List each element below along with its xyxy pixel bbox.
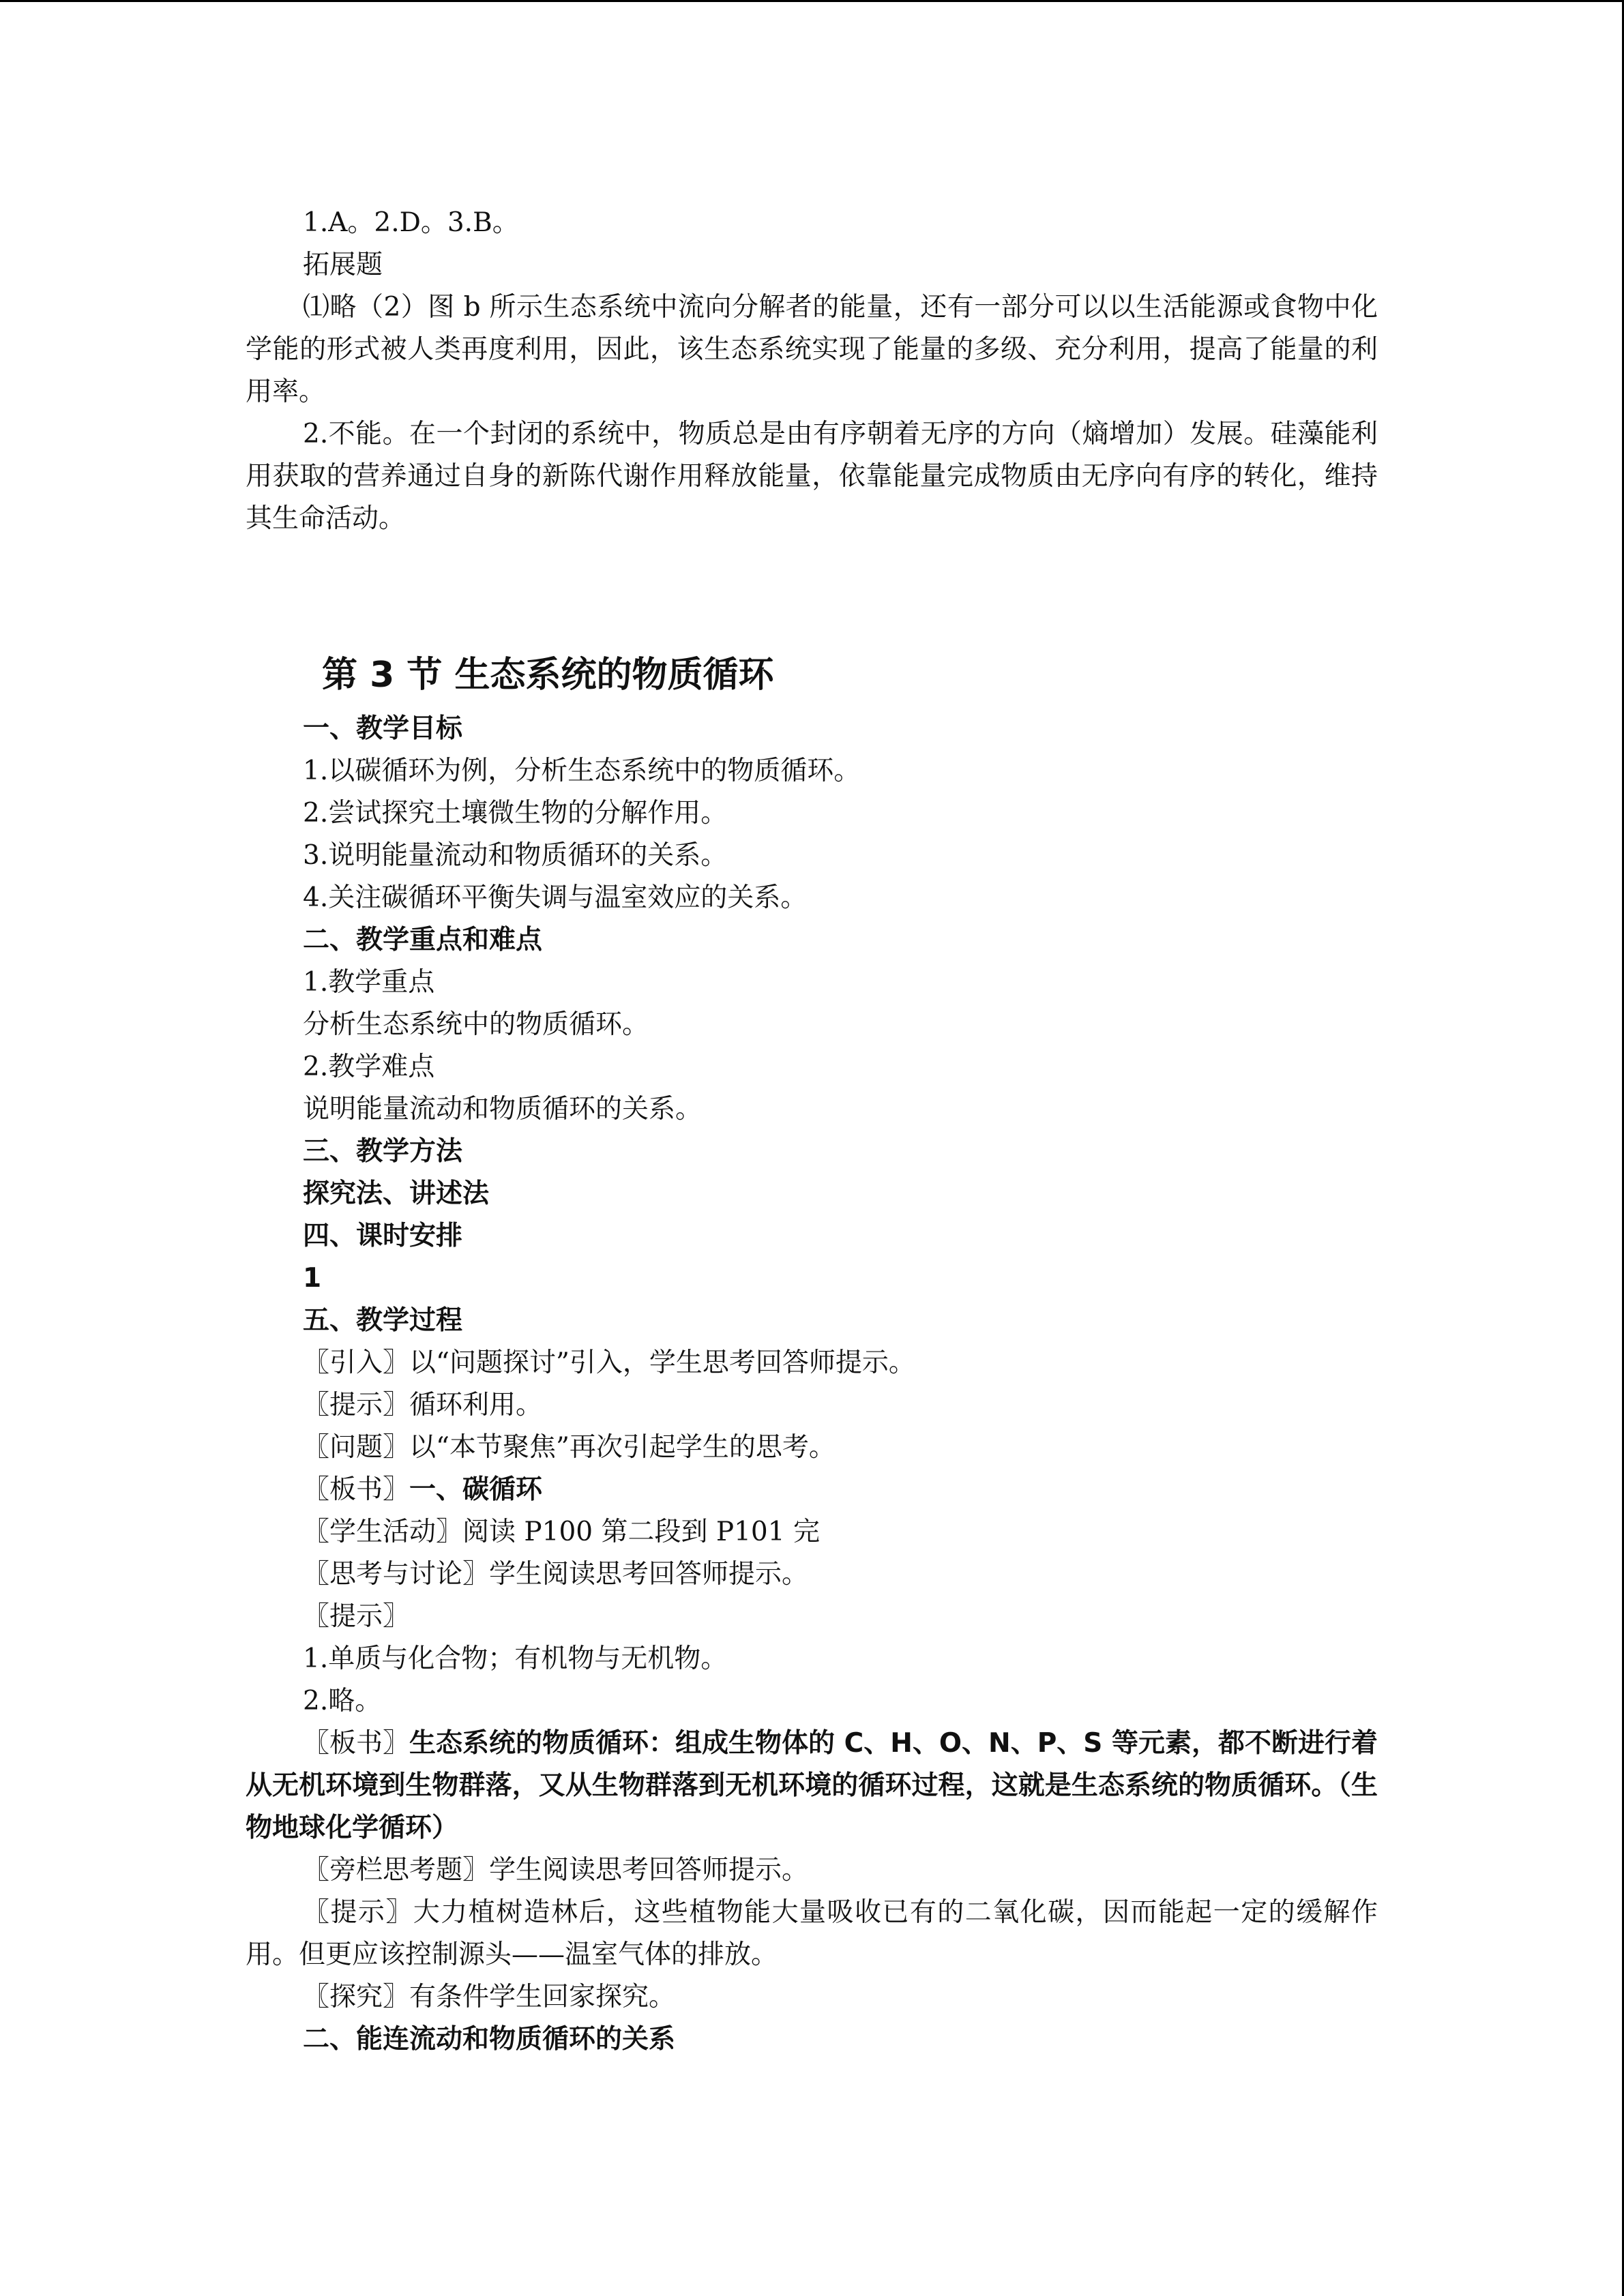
extension-answer-1: ⑴略（2）图 b 所示生态系统中流向分解者的能量，还有一部分可以以生活能源或食物中化学能的形式被人类再度利用，因此，该生态系统实现了能量的多级、充分利用，提高了能量的利用率。 xyxy=(246,292,1378,407)
hint-item: 1.单质与化合物；有机物与无机物。 xyxy=(303,1643,728,1674)
goal-item: 2.尝试探究土壤微生物的分解作用。 xyxy=(303,798,728,829)
hours: 1 xyxy=(303,1263,322,1294)
hint-line: 〖提示〗 xyxy=(303,1601,410,1632)
energy-heading: 二、能连流动和物质循环的关系 xyxy=(303,2024,676,2055)
goal-item: 1.以碳循环为例，分析生态系统中的物质循环。 xyxy=(303,756,861,786)
question-line: 〖问题〗以“本节聚焦”再次引起学生的思考。 xyxy=(303,1432,836,1463)
page-border-top xyxy=(0,0,1624,2)
hint-line: 〖提示〗循环利用。 xyxy=(303,1390,543,1420)
board-definition-text: 生态系统的物质循环：组成生物体的 C、H、O、N、P、S 等元素，都不断进行着从无机环境到生物群落，又从生物群落到无机环境的循环过程，这就是生态系统的物质循环。（生物地球化学循环） xyxy=(246,1728,1378,1843)
hint-paragraph: 〖提示〗大力植树造林后，这些植物能大量吸收已有的二氧化碳，因而能起一定的缓解作用。但更应该控制源头——温室气体的排放。 xyxy=(246,1897,1378,1970)
method: 探究法、讲述法 xyxy=(303,1178,490,1209)
goals-heading: 一、教学目标 xyxy=(303,713,463,744)
side-question-line: 〖旁栏思考题〗学生阅读思考回答师提示。 xyxy=(303,1855,809,1885)
section-gap xyxy=(246,540,1378,648)
board-definition xyxy=(246,1723,1378,1849)
process-heading: 五、教学过程 xyxy=(303,1305,463,1336)
goal-item: 4.关注碳循环平衡失调与温室效应的关系。 xyxy=(303,882,808,913)
board-text: 一、碳循环 xyxy=(409,1474,543,1505)
key-point-label: 1.教学重点 xyxy=(303,967,435,998)
activity-line: 〖学生活动〗阅读 P100 第二段到 P101 完 xyxy=(303,1517,820,1547)
goal-item: 3.说明能量流动和物质循环的关系。 xyxy=(303,840,728,871)
discussion-line: 〖思考与讨论〗学生阅读思考回答师提示。 xyxy=(303,1559,809,1590)
board-prefix: 〖板书〗 xyxy=(303,1474,410,1505)
hint-item: 2.略。 xyxy=(303,1686,382,1716)
answers-line: 1.A。2.D。3.B。 xyxy=(303,207,519,238)
intro-line: 〖引入〗以“问题探讨”引入，学生思考回答师提示。 xyxy=(303,1347,915,1378)
difficulty-label: 2.教学难点 xyxy=(303,1052,435,1082)
section-title: 第 3 节 生态系统的物质循环 xyxy=(322,655,774,696)
board-prefix: 〖板书〗 xyxy=(303,1728,410,1759)
explore-line: 〖探究〗有条件学生回家探究。 xyxy=(303,1982,676,2012)
board-line xyxy=(246,1469,1378,1511)
extension-answer-2: 2.不能。在一个封闭的系统中，物质总是由有序朝着无序的方向（熵增加）发展。硅藻能利用获取的营养通过自身的新陈代谢作用释放能量，依靠能量完成物质由无序向有序的转化，维持其生命活动。 xyxy=(246,419,1378,534)
extension-heading: 拓展题 xyxy=(303,250,383,280)
difficulty: 说明能量流动和物质循环的关系。 xyxy=(303,1094,703,1124)
method-heading: 三、教学方法 xyxy=(303,1136,463,1167)
document-body xyxy=(246,202,1378,2061)
key-heading: 二、教学重点和难点 xyxy=(303,925,543,955)
key-point: 分析生态系统中的物质循环。 xyxy=(303,1009,649,1040)
hours-heading: 四、课时安排 xyxy=(303,1221,463,1251)
